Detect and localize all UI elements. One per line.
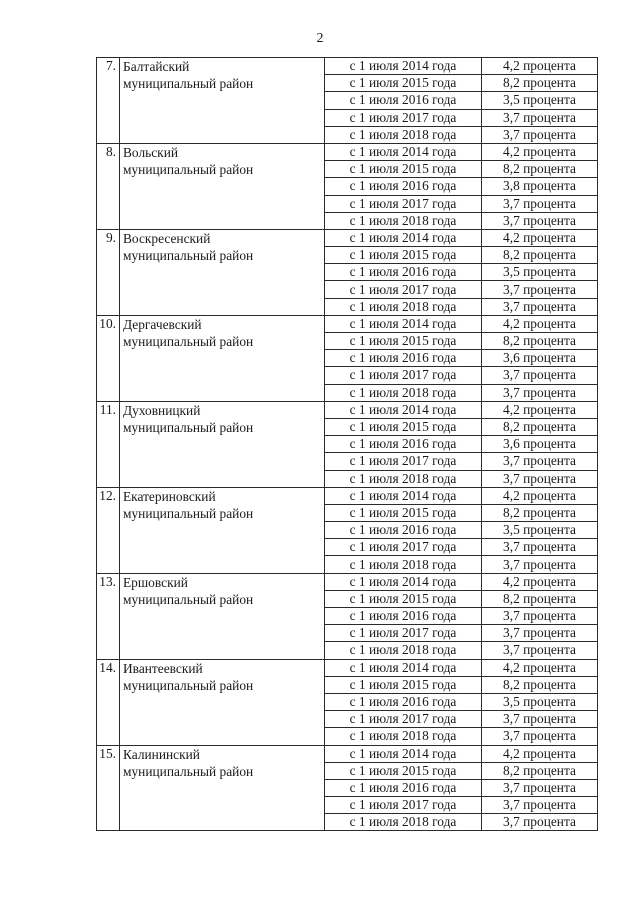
district-name-line2: муниципальный район xyxy=(123,419,254,435)
row-number: 15. xyxy=(97,745,120,831)
effective-date: с 1 июля 2015 года xyxy=(325,418,482,435)
table-row xyxy=(97,745,598,762)
indexation-rate: 8,2 процента xyxy=(482,504,598,521)
indexation-rate: 8,2 процента xyxy=(482,590,598,607)
district-name xyxy=(120,315,325,401)
effective-date: с 1 июля 2016 года xyxy=(325,693,482,710)
indexation-rate: 3,7 процента xyxy=(482,195,598,212)
indexation-rate: 3,8 процента xyxy=(482,178,598,195)
effective-date: с 1 июля 2016 года xyxy=(325,350,482,367)
indexation-rate: 3,6 процента xyxy=(482,350,598,367)
district-name-line1: Ивантеевский xyxy=(123,660,203,676)
indexation-rate: 8,2 процента xyxy=(482,762,598,779)
effective-date: с 1 июля 2017 года xyxy=(325,109,482,126)
row-number: 8. xyxy=(97,143,120,229)
indexation-rate: 8,2 процента xyxy=(482,75,598,92)
district-name-line2: муниципальный район xyxy=(123,76,254,91)
effective-date: с 1 июля 2015 года xyxy=(325,247,482,264)
indexation-rate: 4,2 процента xyxy=(482,58,598,75)
effective-date: с 1 июля 2018 года xyxy=(325,212,482,229)
effective-date: с 1 июля 2016 года xyxy=(325,436,482,453)
effective-date: с 1 июля 2014 года xyxy=(325,659,482,676)
row-number: 11. xyxy=(97,401,120,487)
effective-date: с 1 июля 2014 года xyxy=(325,315,482,332)
district-name xyxy=(120,58,325,144)
district-name-line2: муниципальный район xyxy=(123,247,254,263)
indexation-rate: 3,7 процента xyxy=(482,298,598,315)
district-name xyxy=(120,745,325,831)
effective-date: с 1 июля 2017 года xyxy=(325,195,482,212)
effective-date: с 1 июля 2018 года xyxy=(325,556,482,573)
district-name-line1: Духовницкий xyxy=(123,402,201,418)
district-name-line1: Балтайский xyxy=(123,59,190,74)
effective-date: с 1 июля 2017 года xyxy=(325,281,482,298)
table-row xyxy=(97,573,598,590)
indexation-rate: 4,2 процента xyxy=(482,573,598,590)
indexation-rate: 3,5 процента xyxy=(482,693,598,710)
row-number: 7. xyxy=(97,58,120,144)
district-name xyxy=(120,487,325,573)
indexation-rate: 3,7 процента xyxy=(482,711,598,728)
row-number: 13. xyxy=(97,573,120,659)
effective-date: с 1 июля 2015 года xyxy=(325,590,482,607)
effective-date: с 1 июля 2016 года xyxy=(325,178,482,195)
district-name-line1: Вольский xyxy=(123,144,179,160)
effective-date: с 1 июля 2015 года xyxy=(325,161,482,178)
indexation-rate: 8,2 процента xyxy=(482,247,598,264)
indexation-rate: 4,2 процента xyxy=(482,487,598,504)
district-name-line2: муниципальный район xyxy=(123,591,254,607)
effective-date: с 1 июля 2015 года xyxy=(325,333,482,350)
indexation-rate: 8,2 процента xyxy=(482,676,598,693)
indexation-rate: 4,2 процента xyxy=(482,659,598,676)
effective-date: с 1 июля 2017 года xyxy=(325,625,482,642)
district-name xyxy=(120,401,325,487)
effective-date: с 1 июля 2018 года xyxy=(325,814,482,831)
effective-date: с 1 июля 2018 года xyxy=(325,642,482,659)
indexation-rate: 3,7 процента xyxy=(482,367,598,384)
indexation-rate: 3,7 процента xyxy=(482,470,598,487)
table-row xyxy=(97,229,598,246)
district-name-line2: муниципальный район xyxy=(123,505,254,521)
rates-table xyxy=(96,57,598,831)
effective-date: с 1 июля 2018 года xyxy=(325,298,482,315)
effective-date: с 1 июля 2016 года xyxy=(325,779,482,796)
indexation-rate: 3,7 процента xyxy=(482,814,598,831)
indexation-rate: 4,2 процента xyxy=(482,315,598,332)
table-row xyxy=(97,487,598,504)
indexation-rate: 3,7 процента xyxy=(482,384,598,401)
indexation-rate: 3,7 процента xyxy=(482,728,598,745)
effective-date: с 1 июля 2014 года xyxy=(325,143,482,160)
effective-date: с 1 июля 2014 года xyxy=(325,573,482,590)
district-name xyxy=(120,659,325,745)
effective-date: с 1 июля 2018 года xyxy=(325,384,482,401)
indexation-rate: 8,2 процента xyxy=(482,418,598,435)
indexation-rate: 3,7 процента xyxy=(482,797,598,814)
effective-date: с 1 июля 2018 года xyxy=(325,126,482,143)
indexation-rate: 4,2 процента xyxy=(482,401,598,418)
row-number: 10. xyxy=(97,315,120,401)
effective-date: с 1 июля 2017 года xyxy=(325,711,482,728)
indexation-rate: 3,5 процента xyxy=(482,92,598,109)
indexation-rate: 3,7 процента xyxy=(482,109,598,126)
indexation-rate: 3,7 процента xyxy=(482,608,598,625)
table-row xyxy=(97,659,598,676)
effective-date: с 1 июля 2015 года xyxy=(325,762,482,779)
indexation-rate: 3,7 процента xyxy=(482,539,598,556)
indexation-rate: 3,7 процента xyxy=(482,779,598,796)
effective-date: с 1 июля 2017 года xyxy=(325,367,482,384)
indexation-rate: 3,7 процента xyxy=(482,556,598,573)
indexation-rate: 4,2 процента xyxy=(482,229,598,246)
indexation-rate: 3,5 процента xyxy=(482,522,598,539)
effective-date: с 1 июля 2015 года xyxy=(325,75,482,92)
indexation-rate: 8,2 процента xyxy=(482,333,598,350)
district-name xyxy=(120,229,325,315)
indexation-rate: 3,6 процента xyxy=(482,436,598,453)
indexation-rate: 3,7 процента xyxy=(482,281,598,298)
effective-date: с 1 июля 2017 года xyxy=(325,797,482,814)
table-row xyxy=(97,143,598,160)
effective-date: с 1 июля 2014 года xyxy=(325,745,482,762)
table-row xyxy=(97,401,598,418)
district-name-line1: Воскресенский xyxy=(123,230,211,246)
table-row xyxy=(97,315,598,332)
row-number: 12. xyxy=(97,487,120,573)
indexation-rate: 3,7 процента xyxy=(482,453,598,470)
rates-table-body xyxy=(97,58,598,831)
effective-date: с 1 июля 2018 года xyxy=(325,728,482,745)
effective-date: с 1 июля 2014 года xyxy=(325,401,482,418)
district-name-line2: муниципальный район xyxy=(123,763,254,779)
district-name xyxy=(120,573,325,659)
district-name-line1: Ершовский xyxy=(123,574,188,590)
indexation-rate: 3,7 процента xyxy=(482,126,598,143)
indexation-rate: 4,2 процента xyxy=(482,745,598,762)
effective-date: с 1 июля 2015 года xyxy=(325,676,482,693)
effective-date: с 1 июля 2014 года xyxy=(325,229,482,246)
indexation-rate: 3,7 процента xyxy=(482,642,598,659)
table-row xyxy=(97,58,598,75)
district-name-line2: муниципальный район xyxy=(123,161,254,177)
effective-date: с 1 июля 2016 года xyxy=(325,264,482,281)
row-number: 14. xyxy=(97,659,120,745)
row-number: 9. xyxy=(97,229,120,315)
effective-date: с 1 июля 2014 года xyxy=(325,487,482,504)
indexation-rate: 8,2 процента xyxy=(482,161,598,178)
effective-date: с 1 июля 2016 года xyxy=(325,92,482,109)
page-number: 2 xyxy=(316,31,324,46)
effective-date: с 1 июля 2015 года xyxy=(325,504,482,521)
indexation-rate: 4,2 процента xyxy=(482,143,598,160)
district-name-line2: муниципальный район xyxy=(123,677,254,693)
district-name-line1: Калининский xyxy=(123,746,200,762)
indexation-rate: 3,7 процента xyxy=(482,625,598,642)
effective-date: с 1 июля 2017 года xyxy=(325,453,482,470)
district-name-line1: Дергачевский xyxy=(123,316,202,332)
indexation-rate: 3,5 процента xyxy=(482,264,598,281)
district-name xyxy=(120,143,325,229)
effective-date: с 1 июля 2014 года xyxy=(325,58,482,75)
district-name-line2: муниципальный район xyxy=(123,333,254,349)
indexation-rate: 3,7 процента xyxy=(482,212,598,229)
effective-date: с 1 июля 2016 года xyxy=(325,522,482,539)
district-name-line1: Екатериновский xyxy=(123,488,216,504)
effective-date: с 1 июля 2018 года xyxy=(325,470,482,487)
effective-date: с 1 июля 2016 года xyxy=(325,608,482,625)
effective-date: с 1 июля 2017 года xyxy=(325,539,482,556)
